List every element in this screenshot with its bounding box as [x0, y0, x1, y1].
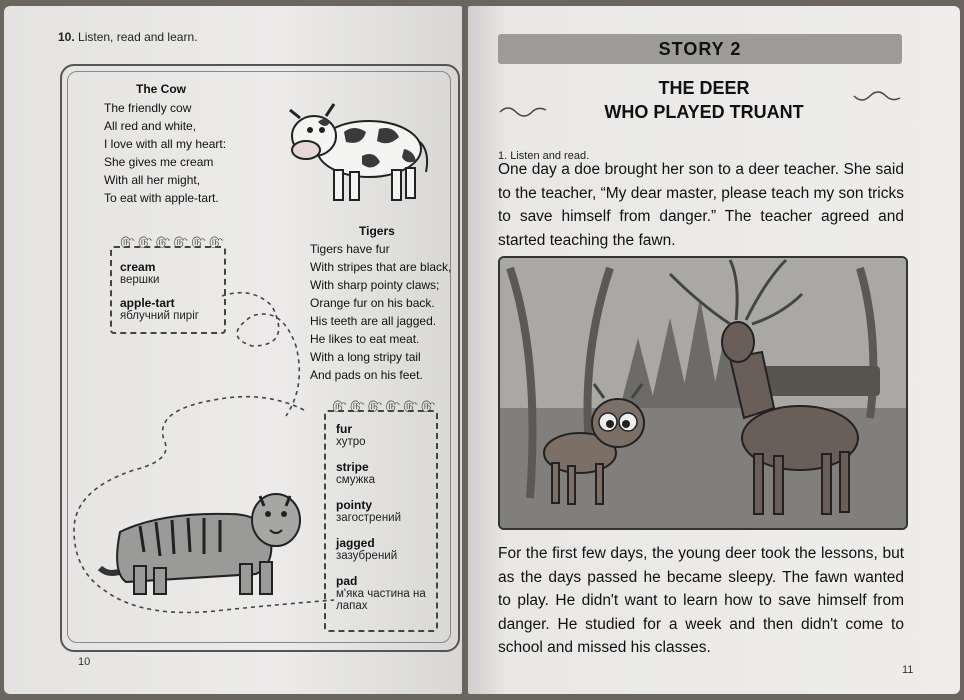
- cow-poem-line: With all her might,: [104, 173, 201, 187]
- vocab-entry: [336, 460, 375, 486]
- vocab-translation: яблучний пиріг: [120, 310, 199, 322]
- spiral-rings-icon: ௹ ௹ ௹ ௹ ௹ ௹: [332, 398, 436, 412]
- vocab-translation: м'яка частина на лапах: [336, 588, 426, 612]
- tigers-poem-line: And pads on his feet.: [310, 368, 423, 382]
- swirl-ornament-right-icon: [852, 90, 902, 104]
- vocab-translation: загострений: [336, 512, 402, 524]
- vocab-translation: смужка: [336, 474, 376, 486]
- vocab-word: stripe: [336, 460, 369, 474]
- tigers-poem-line: With sharp pointy claws;: [310, 278, 440, 292]
- swirl-ornament-left-icon: [498, 104, 548, 118]
- vocab-translation: зазубрений: [336, 550, 398, 562]
- vocab-word: fur: [336, 422, 352, 436]
- cow-poem-line: I love with all my heart:: [104, 137, 227, 151]
- vocab-entry: [336, 536, 397, 562]
- vocab-word: jagged: [336, 536, 375, 550]
- tigers-poem-line: He likes to eat meat.: [310, 332, 420, 346]
- vocab-translation: вершки: [120, 274, 160, 286]
- story-instruction: 1. Listen and read.: [498, 150, 590, 162]
- vocab-word: pointy: [336, 498, 372, 512]
- story-title-line1: THE DEER: [658, 78, 750, 98]
- exercise-instruction: Listen, read and learn.: [78, 30, 198, 44]
- tigers-poem-line: Tigers have fur: [310, 242, 390, 256]
- story-paragraph-2: For the first few days, the young deer took the lessons, but as the days passed he became sleepy. The fawn wanted to play. He didn't want to learn how to save himself from danger. He studied for a week and then didn't come to school and missed his classes.: [498, 545, 904, 656]
- vocab-entry: [336, 422, 366, 448]
- vocab-word: apple-tart: [120, 296, 175, 310]
- story-title-line2: WHO PLAYED TRUANT: [604, 102, 804, 122]
- cow-poem-line: The friendly cow: [104, 101, 192, 115]
- exercise-number: 10.: [58, 30, 75, 44]
- spiral-rings-icon: ௹ ௹ ௹ ௹ ௹ ௹: [120, 234, 224, 248]
- vocab-word: pad: [336, 574, 358, 588]
- cow-poem-title: The Cow: [136, 82, 186, 96]
- tigers-poem-line: With stripes that are black,: [310, 260, 452, 274]
- tigers-poem-title: Tigers: [359, 224, 395, 238]
- cow-poem-line: She gives me cream: [104, 155, 214, 169]
- cow-poem-line: To eat with apple-tart.: [104, 191, 219, 205]
- vocab-translation: хутро: [336, 436, 366, 448]
- vocab-word: cream: [120, 260, 156, 274]
- right-page: [468, 6, 960, 694]
- deer-illustration: [498, 256, 908, 530]
- vocab-entry: [336, 498, 401, 524]
- tiger-illustration: [90, 482, 308, 600]
- tigers-poem-line: With a long stripy tail: [310, 350, 421, 364]
- cow-poem-line: All red and white,: [104, 119, 197, 133]
- story-banner: STORY 2: [498, 34, 902, 64]
- vocab-box-tigers: [324, 410, 438, 632]
- tigers-poem-line: His teeth are all jagged.: [310, 314, 437, 328]
- page-number-right: 11: [902, 664, 914, 676]
- page-number-left: 10: [78, 656, 91, 668]
- story-paragraph-1: One day a doe brought her son to a deer teacher. She said to the teacher, “My dear master, please teach my son tricks to save himself from danger.” The teacher agreed and started teaching the fawn.: [498, 161, 904, 249]
- tigers-poem-line: Orange fur on his back.: [310, 296, 435, 310]
- left-page: [4, 6, 462, 694]
- vocab-entry: [336, 574, 430, 612]
